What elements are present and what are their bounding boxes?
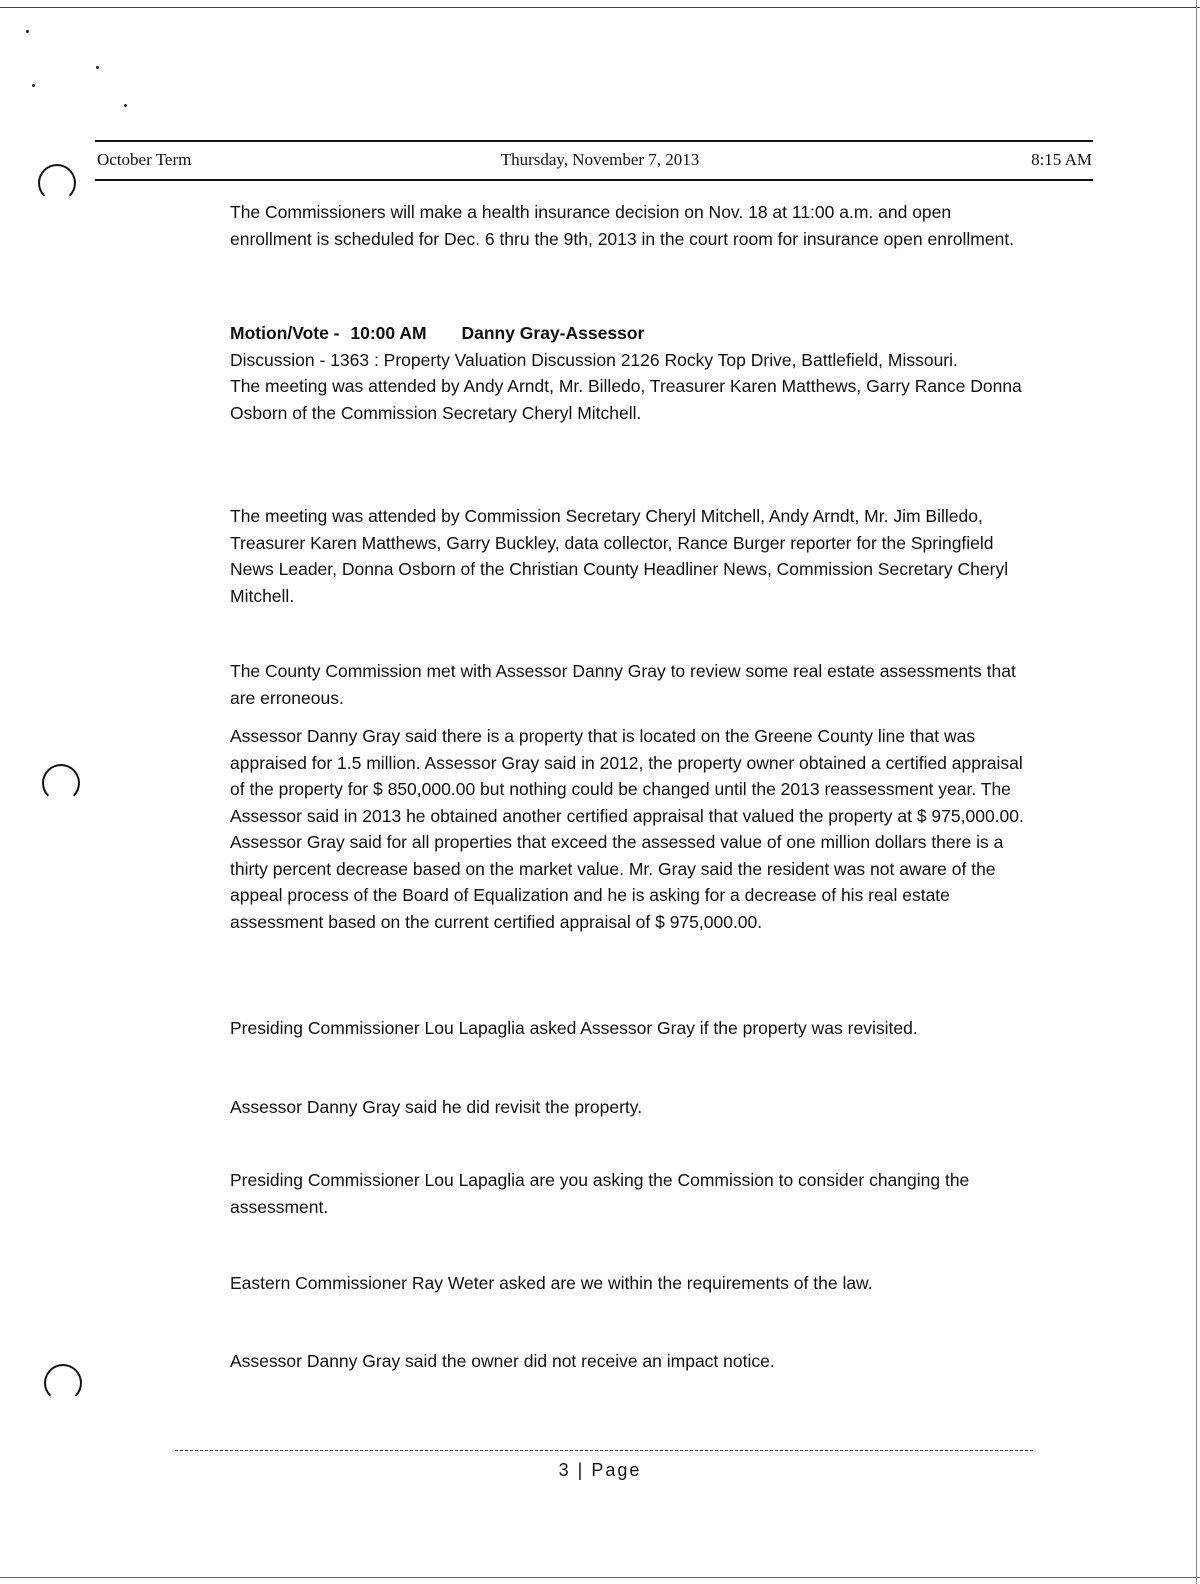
scan-edge-top: [0, 7, 1200, 8]
impact-text: Assessor Danny Gray said the owner did not receive an impact notice.: [230, 1351, 775, 1371]
paragraph-insurance: [230, 199, 1030, 252]
discussion-text: Discussion - 1363 : Property Valuation Discussion 2126 Rocky Top Drive, Battlefield, Missouri.: [230, 349, 958, 370]
motion-time: 10:00 AM: [350, 323, 427, 343]
header-term: October Term: [97, 150, 192, 169]
page-label: | Page: [577, 1460, 642, 1480]
paragraph-text: The Commissioners will make a health insurance decision on Nov. 18 at 11:00 a.m. and open enrollment is scheduled for Dec. 6 thru the 9th, 2013 in the court room for insurance open enrollment.: [230, 202, 1015, 249]
scan-edge-right: [1196, 0, 1197, 1584]
paragraph-impact: [230, 1348, 1030, 1375]
motion-label: Motion/Vote -: [230, 323, 340, 343]
lapaglia-asked-text: Presiding Commissioner Lou Lapaglia asked Assessor Gray if the property was revisited.: [230, 1018, 918, 1038]
attended-text-1: The meeting was attended by Andy Arndt, Mr. Billedo, Treasurer Karen Matthews, Garry Rance Donna Osborn of the Commission Secretary Cheryl Mitchell.: [230, 376, 1022, 423]
footer-rule: [175, 1450, 1033, 1451]
gray-said-text: Assessor Danny Gray said there is a property that is located on the Greene County line that was appraised for 1.5 million. Assessor Gray said in 2012, the property owner obtained a certified appraisal of the property for $ 850,000.00 but nothing could be changed until the 2013 reassessment year. The Assessor said in 2013 he obtained another certified appraisal that valued the property at $ 975,000.00. Assessor Gray said for all properties that exceed the assessed value of one million dollars there is a thirty percent decrease based on the market value. Mr. Gray said the resident was not aware of the appeal process of the Board of Equalization and he is asking for a decrease of his real estate assessment based on the current certified appraisal of $ 975,000.00.: [230, 726, 1024, 932]
lapaglia-consider-text: Presiding Commissioner Lou Lapaglia are you asking the Commission to consider changing the assessment.: [230, 1170, 970, 1217]
weter-text: Eastern Commissioner Ray Weter asked are we within the requirements of the law.: [230, 1273, 873, 1293]
scan-speck: [32, 84, 35, 87]
scan-edge-bottom: [0, 1577, 1200, 1578]
paragraph-lapaglia-asked: [230, 1015, 1030, 1042]
header-rule-bottom: [95, 179, 1093, 181]
page-footer: [0, 1460, 1200, 1481]
header-time: 8:15 AM: [1031, 150, 1092, 169]
header-date: Thursday, November 7, 2013: [500, 150, 700, 169]
scan-speck: [26, 30, 29, 33]
paragraph-gray-said: [230, 723, 1030, 935]
paragraph-lapaglia-consider: [230, 1167, 1030, 1220]
attended-text-2: The meeting was attended by Commission Secretary Cheryl Mitchell, Andy Arndt, Mr. Jim Billedo, Treasurer Karen Matthews, Garry Buckley, data collector, Rance Burger reporter for the Springfield News Leader, Donna Osborn of the Christian County Headliner News, Commission Secretary Cheryl Mitchell.: [230, 506, 1009, 606]
motion-person: Danny Gray-Assessor: [461, 323, 645, 343]
motion-heading: [230, 320, 1030, 347]
paragraph-gray-revisit: [230, 1094, 1030, 1121]
page-number: 3: [558, 1460, 571, 1480]
scan-speck: [96, 66, 99, 69]
paragraph-review: [230, 658, 1030, 711]
scan-speck: [124, 104, 127, 107]
paragraph-weter: [230, 1270, 1030, 1297]
paragraph-attended-2: [230, 503, 1030, 609]
motion-section: [230, 320, 1030, 426]
binder-hole-icon: [42, 764, 80, 802]
binder-hole-icon: [44, 1364, 82, 1402]
header-rule-top: [95, 140, 1093, 142]
review-text: The County Commission met with Assessor Danny Gray to review some real estate assessments that are erroneous.: [230, 661, 1016, 708]
gray-revisit-text: Assessor Danny Gray said he did revisit the property.: [230, 1097, 643, 1117]
